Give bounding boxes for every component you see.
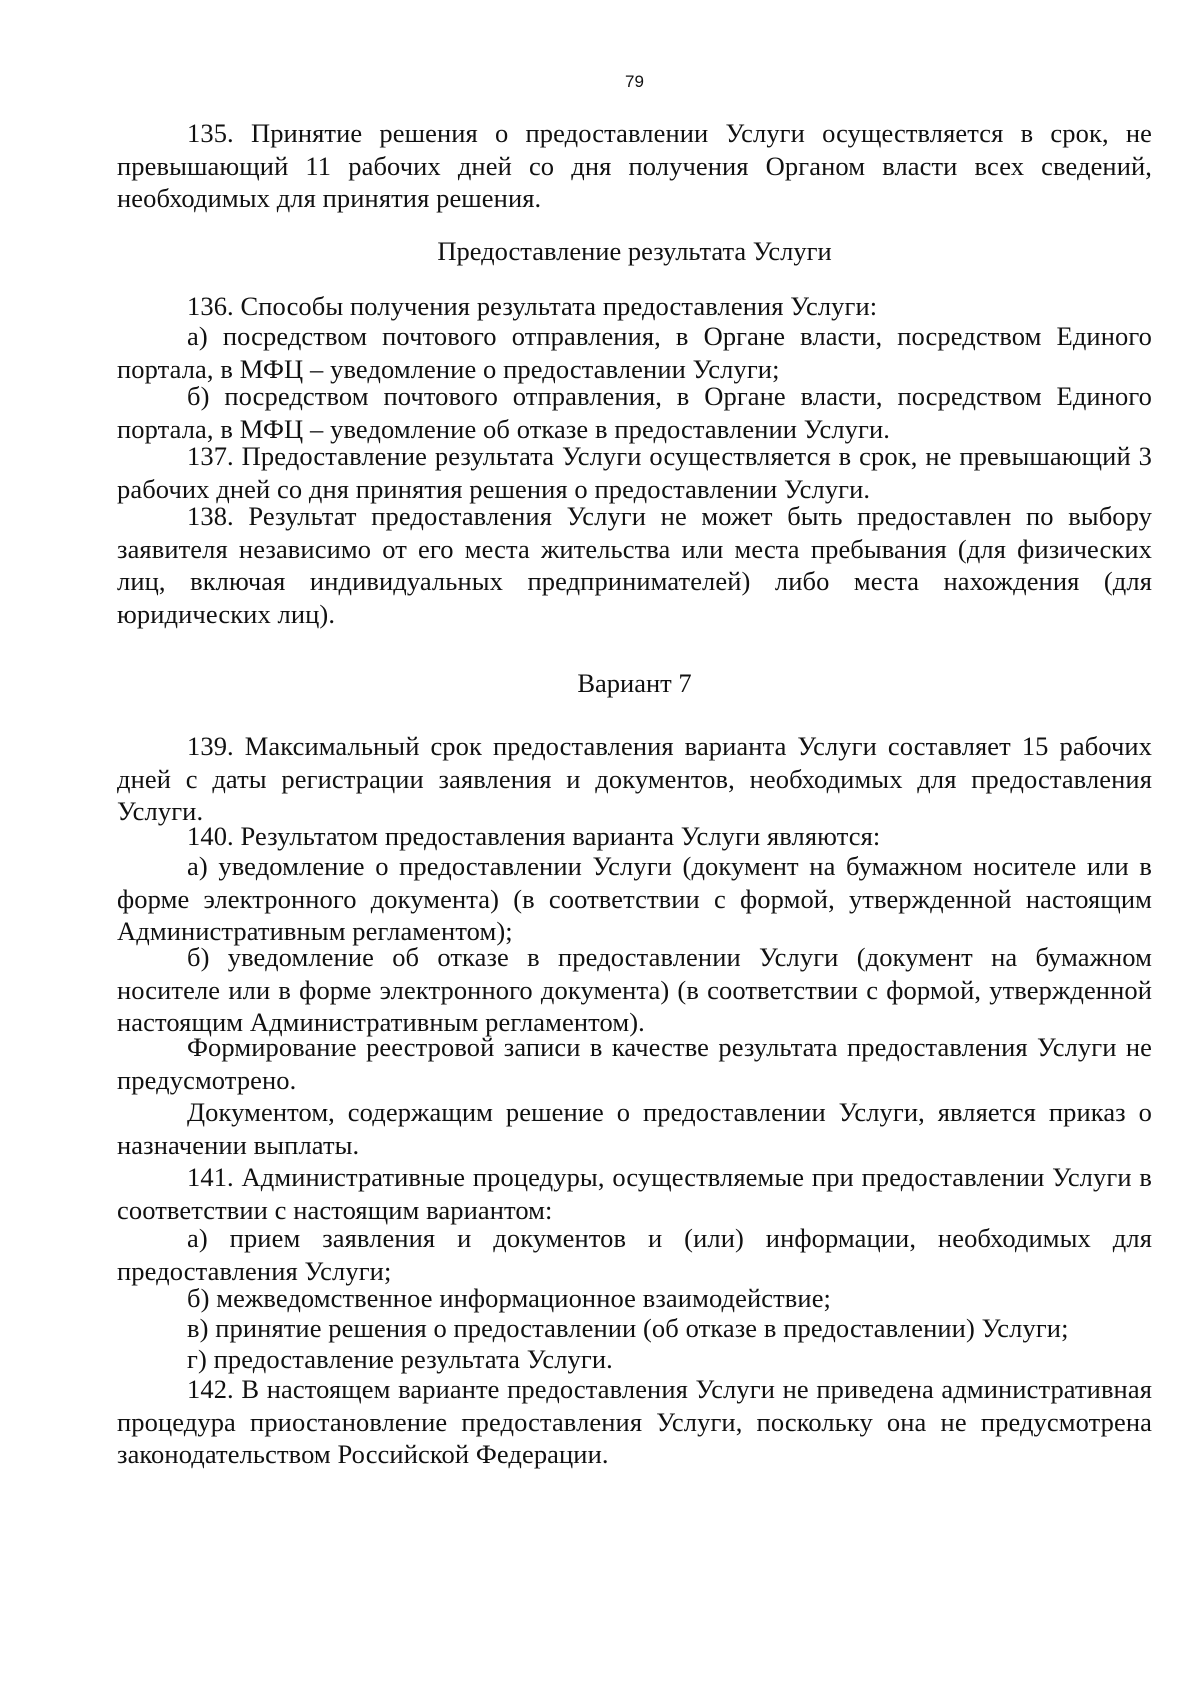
paragraph-decision-document: Документом, содержащим решение о предоставлении Услуги, является приказ о назначении выплаты. [117,1097,1152,1160]
paragraph-136-a: а) посредством почтового отправления, в Органе власти, посредством Единого портала, в МФЦ – уведомление о предоставлении Услуги; [117,321,1152,384]
paragraph-141-v: в) принятие решения о предоставлении (об отказе в предоставлении) Услуги; [187,1313,1069,1343]
paragraph-140-a: а) уведомление о предоставлении Услуги (документ на бумажном носителе или в форме электронного документа) (в соответствии с формой, утвержденной настоящим Административным регламентом); [117,851,1152,946]
paragraph-141-a: а) прием заявления и документов и (или) информации, необходимых для предоставления Услуги; [117,1223,1152,1286]
paragraph-140-b: б) уведомление об отказе в предоставлении Услуги (документ на бумажном носителе или в форме электронного документа) (в соответствии с формой, утвержденной настоящим Административным регламентом). [117,942,1152,1037]
paragraph-135: 135. Принятие решения о предоставлении Услуги осуществляется в срок, не превышающий 11 рабочих дней со дня получения Органом власти всех сведений, необходимых для принятия решения. [117,118,1152,213]
section-heading-result: Предоставление результата Услуги [437,236,832,266]
paragraph-142: 142. В настоящем варианте предоставления Услуги не приведена административная процедура приостановление предоставления Услуги, поскольку она не предусмотрена законодательством Российской Федерации. [117,1374,1152,1469]
paragraph-138: 138. Результат предоставления Услуги не может быть предоставлен по выбору заявителя независимо от его места жительства или места пребывания (для физических лиц, включая индивидуальных предпринимателей) либо места нахождения (для юридических лиц). [117,501,1152,629]
paragraph-136-b: б) посредством почтового отправления, в Органе власти, посредством Единого портала, в МФЦ – уведомление об отказе в предоставлении Услуги. [117,381,1152,444]
paragraph-136: 136. Способы получения результата предоставления Услуги: [187,291,878,321]
page-number: 79 [625,72,644,91]
paragraph-registry-record: Формирование реестровой записи в качестве результата предоставления Услуги не предусмотрено. [117,1032,1152,1095]
paragraph-141-g: г) предоставление результата Услуги. [187,1344,613,1374]
paragraph-139: 139. Максимальный срок предоставления варианта Услуги составляет 15 рабочих дней с даты регистрации заявления и документов, необходимых для предоставления Услуги. [117,731,1152,826]
paragraph-140: 140. Результатом предоставления варианта Услуги являются: [187,821,881,851]
paragraph-141: 141. Административные процедуры, осуществляемые при предоставлении Услуги в соответствии с настоящим вариантом: [117,1162,1152,1225]
section-heading-variant-7: Вариант 7 [577,668,692,698]
paragraph-137: 137. Предоставление результата Услуги осуществляется в срок, не превышающий 3 рабочих дней со дня принятия решения о предоставлении Услуги. [117,441,1152,504]
paragraph-141-b: б) межведомственное информационное взаимодействие; [187,1283,832,1313]
